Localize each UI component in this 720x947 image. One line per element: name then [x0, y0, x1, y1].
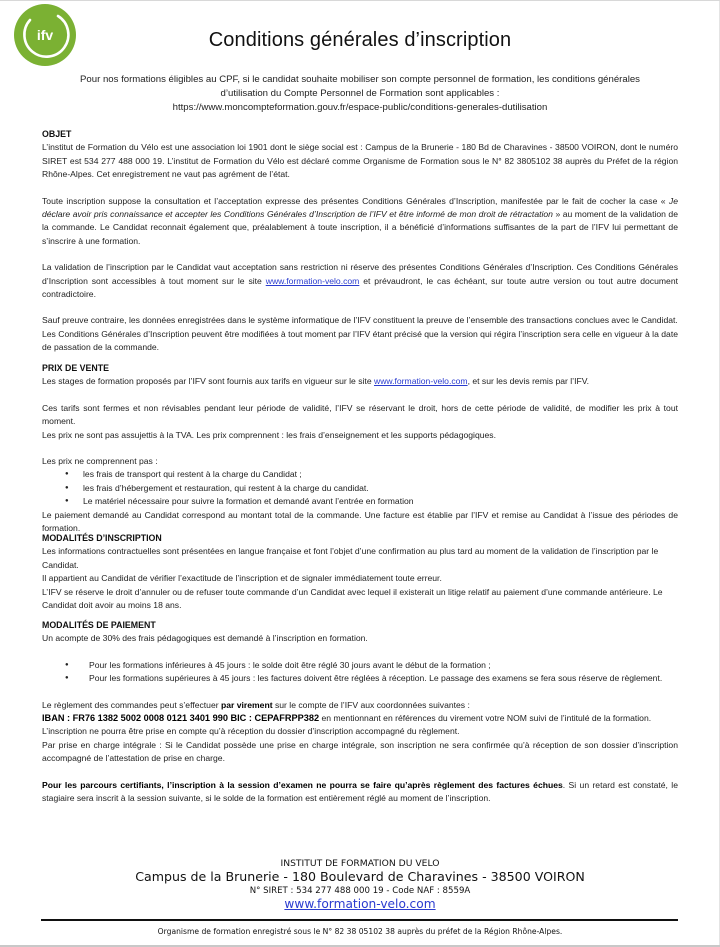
- paiement-p5-text-end: . Si un retard est constaté, le stagiaire sera inscrit à la session suivante, si le solde de la formation est entièrement réglé au moment de l’inscription.: [42, 779, 678, 804]
- section-modalites-paiement: [42, 619, 678, 805]
- website-link[interactable]: www.formation-velo.com: [373, 376, 468, 387]
- cpf-intro: [30, 73, 690, 115]
- prix-p1-text-end: , et sur les devis remis par l’IFV.: [467, 376, 590, 387]
- section-heading-inscription: MODALITÉS D’INSCRIPTION: [42, 533, 162, 543]
- list-item: ● les frais d’hébergement et restauration, qui restent à la charge du candidat.: [42, 482, 678, 495]
- inscription-paragraph-2: Il appartient au Candidat de vérifier l’exactitude de l’inscription et de signaler immédiatement toute erreur.: [42, 573, 442, 584]
- footer-siret: N° SIRET : 534 277 488 000 19 - Code NAF : 8559A: [249, 886, 471, 896]
- prix-paragraph-4: Les prix ne comprennent pas :: [42, 456, 158, 467]
- footer-website: [0, 897, 720, 911]
- iban-bic: IBAN : FR76 1382 5002 0008 0121 3401 990 BIC : CEPAFRPP382: [42, 713, 320, 724]
- page-title: Conditions générales d’inscription: [208, 29, 512, 51]
- footer-org-name: INSTITUT DE FORMATION DU VELO: [280, 858, 440, 869]
- objet-p3-text-end: et prévaudront, le cas échéant, sur toute autre version ou tout autre document contradictoire.: [42, 275, 678, 300]
- paiement-paragraph-1: Un acompte de 30% des frais pédagogiques est demandé à l’inscription en formation.: [42, 633, 368, 644]
- section-heading-prix: PRIX DE VENTE: [42, 363, 109, 373]
- prix-paragraph-1: [42, 375, 678, 388]
- payment-terms-list: [42, 659, 678, 686]
- section-modalites-inscription: [42, 532, 678, 612]
- paiement-paragraph-5: [42, 779, 678, 806]
- intro-line-2: d’utilisation du Compte Personnel de Formation sont applicables :: [220, 88, 500, 99]
- objet-paragraph-5: Les Conditions Générales d’Inscription peuvent être modifiées à tout moment par l’IFV étant précisé que la version qui régira l’inscription sera celle en vigueur à la date de passation de la commande.: [42, 328, 678, 353]
- objet-paragraph-3: [42, 261, 678, 301]
- paiement-paragraph-2: [42, 699, 678, 712]
- checkbox-declaration-quote: Je déclare avoir pris connaissance et accepter les Conditions Générales d’Inscription de l’IFV et être informé de mon droit de rétractation: [42, 195, 678, 220]
- svg-text:ifv: ifv: [36, 27, 54, 43]
- prix-p1-text: Les stages de formation proposés par l’IFV sont fournis aux tarifs en vigueur sur le site: [42, 376, 374, 387]
- objet-p2-text: Toute inscription suppose la consultation et l’acceptation expresse des présentes Conditions Générales d’Inscription, manifestée par le fait de cocher la case «: [42, 195, 669, 206]
- list-item: ● les frais de transport qui restent à la charge du Candidat ;: [42, 468, 678, 481]
- footer-website-link[interactable]: www.formation-velo.com: [284, 897, 436, 911]
- paiement-paragraph-3: L’inscription ne pourra être prise en compte qu’à réception du dossier d’inscription accompagné du règlement.: [42, 726, 460, 737]
- objet-paragraph-4: Sauf preuve contraire, les données enregistrées dans le système informatique de l’IFV constituent la preuve de l’ensemble des transactions conclues avec le Candidat.: [42, 315, 678, 326]
- list-item: ● Le matériel nécessaire pour suivre la formation et demandé avant l’entrée en formation: [42, 495, 678, 508]
- bank-details: [42, 712, 678, 725]
- section-prix-de-vente: [42, 362, 678, 535]
- footer-registration: Organisme de formation enregistré sous le N° 82 38 05102 38 auprès du préfet de la Région Rhône-Alpes.: [157, 927, 563, 936]
- virement-emphasis: par virement: [220, 699, 273, 710]
- prix-paragraph-5: Le paiement demandé au Candidat correspond au montant total de la commande. Une facture est établie par l’IFV et remise au Candidat à l’issue des périodes de formation.: [42, 509, 678, 534]
- objet-paragraph-1: L’institut de Formation du Vélo est une association loi 1901 dont le siège social est : Campus de la Brunerie - 180 Bd de Charavines - 38500 VOIRON, dont le numéro SIRET est 534 277 488 000 19. L’institut de Formation du Vélo est déclaré comme Organisme de Formation sous le N° 82 3805102 38 auprès du Préfet de la région Rhône-Alpes. Cet enregistrement ne vaut pas agrément de l’état.: [42, 142, 678, 180]
- list-item: ● Pour les formations inférieures à 45 jours : le solde doit être réglé 30 jours avant le début de la formation ;: [42, 659, 678, 672]
- section-heading-paiement: MODALITÉS DE PAIEMENT: [42, 620, 156, 630]
- objet-paragraph-2: [42, 195, 678, 249]
- section-objet: [42, 128, 678, 355]
- objet-p2-text-end: » au moment de la validation de la commande. Le Candidat reconnait également que, préalablement à toute inscription, il a bénéficié d’informations suffisantes de la part de l’IFV lui permettant de s’inscrire à une formation.: [42, 209, 678, 246]
- list-item: ● Pour les formations supérieures à 45 jours : les factures doivent être réglées à réception. Le passage des examens se fera sous réserve de règlement.: [42, 672, 678, 685]
- inscription-paragraph-3: L’IFV se réserve le droit d’annuler ou de refuser toute commande d’un Candidat avec lequel il existerait un litige relatif au paiement d’une commande antérieure. Le Candidat doit avoir au moins 18 ans.: [42, 586, 663, 611]
- iban-instructions: en mentionnant en références du virement votre NOM suivi de l’intitulé de la formation.: [319, 713, 652, 724]
- footer-divider: [41, 919, 678, 921]
- prix-paragraph-2: Ces tarifs sont fermes et non révisables pendant leur période de validité, l’IFV se réservant le droit, hors de cette période de validité, de modifier les prix à tout moment.: [42, 402, 678, 427]
- inscription-paragraph-1: Les informations contractuelles sont présentées en langue française et font l’objet d’une confirmation au plus tard au moment de la validation de l’inscription par le Candidat.: [42, 546, 659, 570]
- intro-line-1: Pour nos formations éligibles au CPF, si le candidat souhaite mobiliser son compte personnel de formation, les conditions générales: [80, 74, 640, 85]
- prix-paragraph-3: Les prix ne sont pas assujettis à la TVA. Les prix comprennent : les frais d’enseignement et les supports pédagogiques.: [42, 429, 496, 440]
- paiement-paragraph-4: Par prise en charge intégrale : Si le Candidat possède une prise en charge intégrale, son inscription ne sera confirmée qu’à réception de son dossier d’inscription accompagné de l’attestation de prise en charge.: [42, 739, 678, 764]
- paiement-p2-text: Le règlement des commandes peut s’effectuer: [42, 699, 221, 710]
- website-link[interactable]: www.formation-velo.com: [265, 275, 360, 286]
- footer-address: Campus de la Brunerie - 180 Boulevard de Charavines - 38500 VOIRON: [135, 869, 585, 884]
- certifiants-emphasis: Pour les parcours certifiants, l’inscription à la session d’examen ne pourra se faire qu’après règlement des factures échues: [42, 779, 563, 790]
- paiement-p2-text-end: sur le compte de l’IFV aux coordonnées suivantes :: [272, 699, 470, 710]
- section-heading-objet: OBJET: [42, 129, 72, 139]
- exclusions-list: [42, 468, 678, 508]
- cpf-url[interactable]: https://www.moncompteformation.gouv.fr/espace-public/conditions-generales-dutilisation: [172, 102, 548, 113]
- objet-p3-text: La validation de l’inscription par le Candidat vaut acceptation sans restriction ni réserve des présentes Conditions Générales d’Inscription. Ces Conditions Générales d’Inscription sont accessibles à tout moment sur le site: [42, 262, 678, 286]
